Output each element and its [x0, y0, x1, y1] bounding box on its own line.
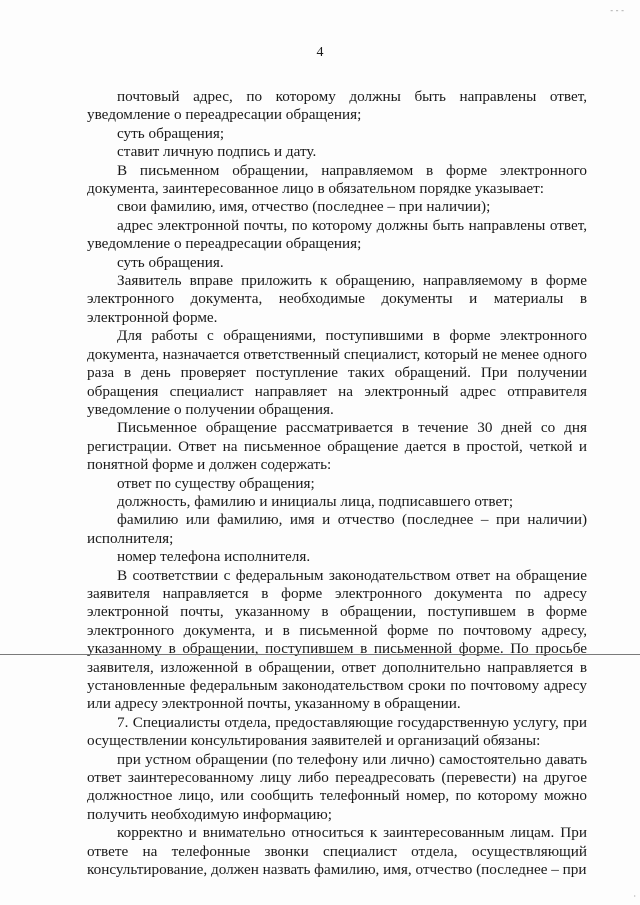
paragraph: В соответствии с федеральным законодательством ответ на обращение заявителя направляется в форме электронного документа по адресу электронной почты, указанному в обращении, поступившем в форме электронного документа, и в письменной форме по почтовому адресу, указанному в обращении, поступившем в письменной форме. По просьбе заявителя, изложенной в обращении, ответ дополнительно направляется в установленные федеральным законодательством сроки по почтовому адресу или адресу электронной почты, указанному в обращении.: [87, 566, 587, 713]
paragraph: 7. Специалисты отдела, предоставляющие государственную услугу, при осуществлении консультирования заявителей и организаций обязаны:: [87, 713, 587, 750]
paragraph: адрес электронной почты, по которому должны быть направлены ответ, уведомление о переадресации обращения;: [87, 216, 587, 253]
paragraph: суть обращения.: [117, 253, 224, 271]
paragraph: номер телефона исполнителя.: [117, 548, 311, 566]
paragraph: Письменное обращение рассматривается в течение 30 дней со дня регистрации. Ответ на письменное обращение дается в простой, четкой и понятной форме и должен содержать:: [87, 419, 587, 474]
page-number: 4: [316, 45, 324, 60]
scan-mark: ·: [633, 892, 636, 901]
paragraph: фамилию или фамилию, имя и отчество (последнее – при наличии) исполнителя;: [87, 511, 587, 547]
paragraph: ответ по существу обращения;: [117, 474, 315, 492]
scan-fold-line: [0, 654, 640, 655]
paragraph: почтовый адрес, по которому должны быть направлены ответ, уведомление о переадресации обращения;: [87, 88, 587, 124]
paragraph: Заявитель вправе приложить к обращению, направляемому в форме электронного документа, необходимые документы и материалы в электронной форме.: [87, 272, 587, 326]
paragraph: должность, фамилию и инициалы лица, подписавшего ответ;: [117, 492, 514, 510]
paragraph: Для работы с обращениями, поступившими в форме электронного документа, назначается ответственный специалист, который не менее одного раза в день проверяет поступление таких обращений. При получении обращения специалист направляет на электронный адрес отправителя уведомление о получении обращения.: [87, 327, 587, 418]
paragraph: суть обращения;: [117, 124, 225, 142]
paragraph: при устном обращении (по телефону или лично) самостоятельно давать ответ заинтересованному лицу либо переадресовать (перевести) на другое должностное лицо, или сообщить телефонный номер, по которому можно получить необходимую информацию;: [87, 750, 587, 823]
scan-mark: - - -: [610, 6, 624, 15]
paragraph: свои фамилию, имя, отчество (последнее – при наличии);: [117, 198, 491, 216]
paragraph: корректно и внимательно относиться к заинтересованным лицам. При ответе на телефонные звонки специалист отдела, осуществляющий консультирование, должен назвать фамилию, имя, отчество (последнее – при: [87, 824, 587, 879]
paragraph: ставит личную подпись и дату.: [117, 143, 317, 161]
document-body: [87, 88, 587, 879]
paragraph: В письменном обращении, направляемом в форме электронного документа, заинтересованное лицо в обязательном порядке указывает:: [87, 161, 587, 198]
